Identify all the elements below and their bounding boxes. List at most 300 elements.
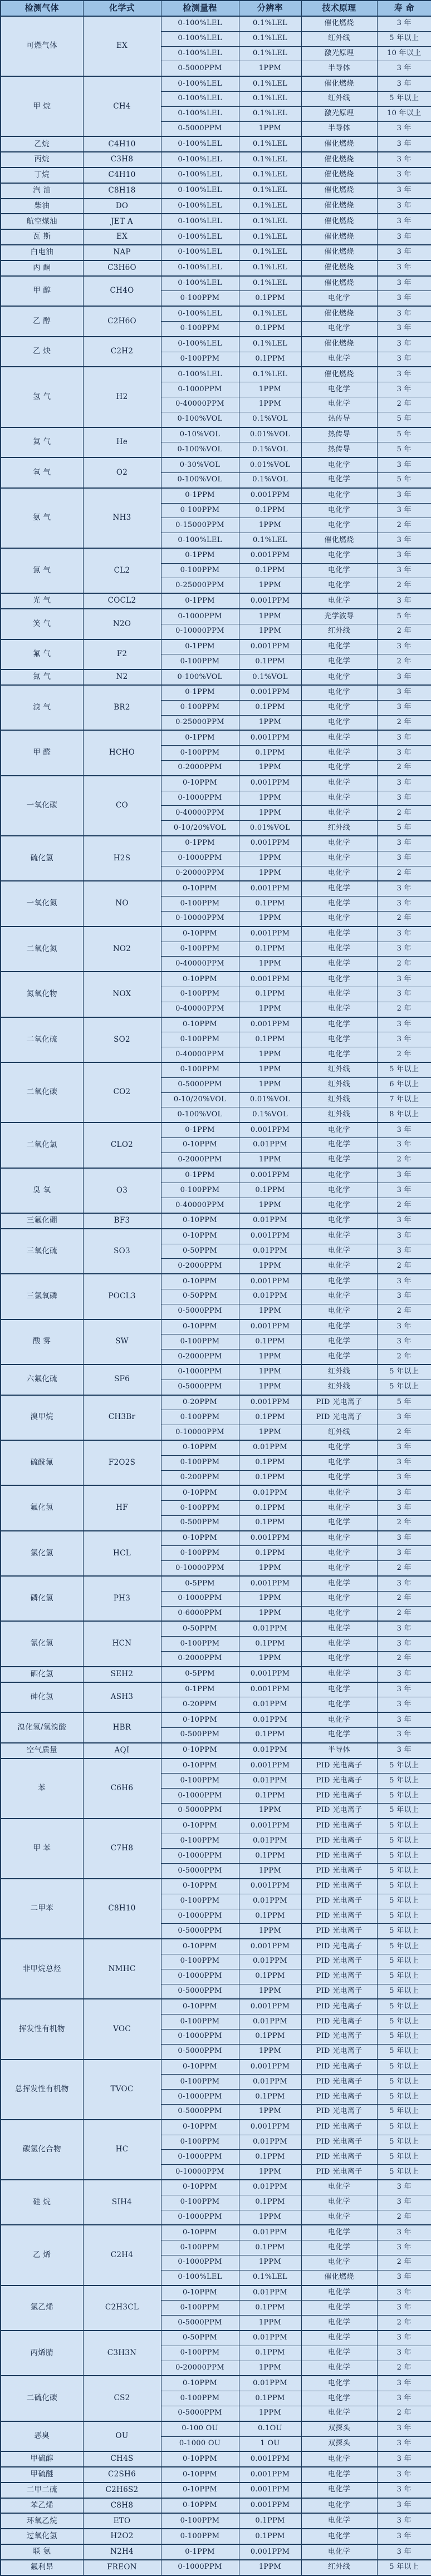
resolution-cell: 0.1PPM [239, 1334, 301, 1349]
range-cell: 0-10PPM [161, 1531, 239, 1546]
lifespan-cell: 3 年 [377, 457, 431, 472]
table-row [1, 1939, 431, 1954]
range-cell: 0-100PPM [161, 2240, 239, 2255]
lifespan-cell: 3 年 [377, 730, 431, 745]
principle-cell: 电化学 [301, 1047, 377, 1062]
resolution-cell: 0.1%LEL [239, 306, 301, 321]
table-row [1, 2180, 431, 2195]
lifespan-cell: 3 年 [377, 367, 431, 382]
lifespan-cell: 5 年以上 [377, 1365, 431, 1380]
gas-name-cell: 氧 气 [1, 457, 83, 488]
resolution-cell: 0.01%VOL [239, 1092, 301, 1107]
formula-cell: CO [83, 776, 161, 836]
principle-cell: 电化学 [301, 1561, 377, 1576]
principle-cell: 半导体 [301, 61, 377, 76]
resolution-cell: 0.001PPM [239, 593, 301, 609]
range-cell: 0-10PPM [161, 2180, 239, 2195]
table-row [1, 1759, 431, 1774]
table-row [1, 2120, 431, 2135]
resolution-cell: 1PPM [239, 518, 301, 533]
resolution-cell: 1PPM [239, 1591, 301, 1606]
gas-name-cell: 环氧乙烷 [1, 2513, 83, 2529]
lifespan-cell: 3 年 [377, 2513, 431, 2529]
range-cell: 0-100PPM [161, 2301, 239, 2316]
resolution-cell: 0.001PPM [239, 1274, 301, 1289]
principle-cell: PID 光电离子 [301, 2075, 377, 2090]
principle-cell: 电化学 [301, 1137, 377, 1152]
lifespan-cell: 3 年 [377, 685, 431, 700]
table-row [1, 1743, 431, 1759]
range-cell: 0-20PPM [161, 1395, 239, 1410]
resolution-cell: 1PPM [239, 61, 301, 76]
principle-cell: 电化学 [301, 1697, 377, 1712]
resolution-cell: 0.1%LEL [239, 245, 301, 260]
gas-name-cell: 氢 气 [1, 367, 83, 427]
lifespan-cell: 3 年 [377, 1697, 431, 1712]
principle-cell: 电化学 [301, 851, 377, 866]
resolution-cell: 0.1PPM [239, 942, 301, 957]
range-cell: 0-10000PPM [161, 2165, 239, 2180]
lifespan-cell: 5 年以上 [377, 1789, 431, 1804]
resolution-cell: 1PPM [239, 1924, 301, 1939]
resolution-cell: 1PPM [239, 2104, 301, 2119]
resolution-cell: 0.1%VOL [239, 669, 301, 685]
table-row [1, 199, 431, 214]
resolution-cell: 0.1%LEL [239, 2270, 301, 2285]
formula-cell: HBR [83, 1712, 161, 1743]
lifespan-cell: 3 年 [377, 548, 431, 563]
resolution-cell: 1PPM [239, 1304, 301, 1319]
principle-cell: 电化学 [301, 1349, 377, 1365]
gas-name-cell: 硫酰氟 [1, 1440, 83, 1485]
resolution-cell: 0.1PPM [239, 563, 301, 578]
principle-cell: PID 光电离子 [301, 2029, 377, 2044]
gas-name-cell: 溴化氢/氢溴酸 [1, 1712, 83, 1743]
resolution-cell: 0.01PPM [239, 2075, 301, 2090]
resolution-cell: 0.1%LEL [239, 31, 301, 46]
lifespan-cell: 2 年 [377, 957, 431, 972]
range-cell: 0-1PPM [161, 548, 239, 563]
gas-name-cell: 酸 雾 [1, 1319, 83, 1365]
range-cell: 0-15000PPM [161, 518, 239, 533]
lifespan-cell: 3 年 [377, 1621, 431, 1636]
lifespan-cell: 3 年 [377, 136, 431, 152]
principle-cell: 半导体 [301, 1743, 377, 1759]
lifespan-cell: 2 年 [377, 1002, 431, 1017]
principle-cell: 电化学 [301, 2467, 377, 2483]
table-row [1, 1213, 431, 1229]
range-cell: 0-10/20%VOL [161, 1092, 239, 1107]
resolution-cell: 0.01PPM [239, 1697, 301, 1712]
resolution-cell: 0.1PPM [239, 352, 301, 367]
formula-cell: NMHC [83, 1939, 161, 1999]
range-cell: 0-10PPM [161, 2483, 239, 2498]
principle-cell: 电化学 [301, 2316, 377, 2331]
resolution-cell: 0.01PPM [239, 1213, 301, 1229]
resolution-cell: 0.001PPM [239, 1229, 301, 1244]
formula-cell: CH4 [83, 76, 161, 136]
range-cell: 0-5000PPM [161, 1864, 239, 1879]
principle-cell: 红外线 [301, 1107, 377, 1122]
lifespan-cell: 3 年 [377, 61, 431, 76]
formula-cell: EX [83, 229, 161, 245]
table-row [1, 152, 431, 168]
resolution-cell: 0.1%LEL [239, 168, 301, 183]
resolution-cell: 0.1PPM [239, 1969, 301, 1984]
range-cell: 0-1000PPM [161, 2029, 239, 2044]
principle-cell: 电化学 [301, 1667, 377, 1682]
resolution-cell: 0.01PPM [239, 2180, 301, 2195]
lifespan-cell: 3 年 [377, 16, 431, 31]
principle-cell: PID 光电离子 [301, 1894, 377, 1909]
gas-name-cell: 柴油 [1, 199, 83, 214]
range-cell: 0-5PPM [161, 1576, 239, 1591]
formula-cell: C4H10 [83, 168, 161, 183]
gas-name-cell: 氯 气 [1, 548, 83, 593]
lifespan-cell: 3 年 [377, 1576, 431, 1591]
table-row [1, 457, 431, 472]
range-cell: 0-2000PPM [161, 1652, 239, 1667]
lifespan-cell: 2 年 [377, 912, 431, 927]
principle-cell: 电化学 [301, 1515, 377, 1530]
resolution-cell: 1PPM [239, 609, 301, 624]
lifespan-cell: 2 年 [377, 761, 431, 776]
table-row [1, 2331, 431, 2346]
table-row [1, 168, 431, 183]
lifespan-cell: 3 年 [377, 1470, 431, 1485]
resolution-cell: 0.01PPM [239, 1834, 301, 1849]
lifespan-cell: 3 年 [377, 1501, 431, 1516]
principle-cell: 电化学 [301, 2210, 377, 2225]
principle-cell: 电化学 [301, 1652, 377, 1667]
range-cell: 0-10PPM [161, 1485, 239, 1500]
lifespan-cell: 6 年以上 [377, 1077, 431, 1092]
resolution-cell: 0.1PPM [239, 1410, 301, 1425]
lifespan-cell: 5 年以上 [377, 1804, 431, 1819]
range-cell: 0-10PPM [161, 776, 239, 791]
range-cell: 0-1PPM [161, 1122, 239, 1137]
principle-cell: 电化学 [301, 1274, 377, 1289]
formula-cell: C3H8 [83, 152, 161, 168]
principle-cell: 电化学 [301, 1334, 377, 1349]
table-row [1, 2225, 431, 2240]
lifespan-cell: 3 年 [377, 1137, 431, 1152]
resolution-cell: 0.1PPM [239, 2195, 301, 2210]
resolution-cell: 0.01PPM [239, 2225, 301, 2240]
range-cell: 0-2000PPM [161, 1349, 239, 1365]
table-row [1, 1395, 431, 1410]
range-cell: 0-100PPM [161, 2391, 239, 2406]
resolution-cell: 0.1%LEL [239, 106, 301, 121]
range-cell: 0-1000PPM [161, 1789, 239, 1804]
gas-name-cell: 乙 烯 [1, 2225, 83, 2285]
principle-cell: 电化学 [301, 2301, 377, 2316]
principle-cell: 电化学 [301, 1606, 377, 1621]
resolution-cell: 0.001PPM [239, 776, 301, 791]
formula-cell: DO [83, 199, 161, 214]
range-cell: 0-10PPM [161, 972, 239, 987]
range-cell: 0-5000PPM [161, 121, 239, 136]
range-cell: 0-100PPM [161, 1410, 239, 1425]
resolution-cell: 0.001PPM [239, 1122, 301, 1137]
principle-cell: 电化学 [301, 791, 377, 806]
gas-name-cell: 硒化氢 [1, 1667, 83, 1682]
lifespan-cell: 3 年 [377, 76, 431, 91]
lifespan-cell: 5 年以上 [377, 2014, 431, 2030]
range-cell: 0-10PPM [161, 1759, 239, 1774]
principle-cell: 电化学 [301, 942, 377, 957]
lifespan-cell: 3 年 [377, 2498, 431, 2514]
gas-name-cell: 过氧化氢 [1, 2529, 83, 2544]
principle-cell: 电化学 [301, 1621, 377, 1636]
lifespan-cell: 5 年以上 [377, 1759, 431, 1774]
gas-name-cell: 二氧化硫 [1, 1017, 83, 1062]
principle-cell: 电化学 [301, 1152, 377, 1168]
range-cell: 0-5000PPM [161, 1304, 239, 1319]
lifespan-cell: 3 年 [377, 1017, 431, 1032]
table-row [1, 1365, 431, 1380]
resolution-cell: 0.1%VOL [239, 1107, 301, 1122]
range-cell: 0-100PPM [161, 942, 239, 957]
range-cell: 0-100PPM [161, 2346, 239, 2361]
resolution-cell: 0.01PPM [239, 1244, 301, 1259]
principle-cell: PID 光电离子 [301, 1819, 377, 1834]
principle-cell: 电化学 [301, 1017, 377, 1032]
range-cell: 0-10PPM [161, 1229, 239, 1244]
resolution-cell: 1PPM [239, 1198, 301, 1213]
formula-cell: CS2 [83, 2376, 161, 2421]
principle-cell: 电化学 [301, 1531, 377, 1546]
column-header-5: 技术原理 [301, 1, 377, 16]
resolution-cell: 0.001PPM [239, 548, 301, 563]
range-cell: 0-1000 OU [161, 2436, 239, 2451]
range-cell: 0-100PPM [161, 1455, 239, 1470]
principle-cell: 催化燃烧 [301, 168, 377, 183]
principle-cell: 电化学 [301, 1259, 377, 1274]
gas-name-cell: 非甲烷总烃 [1, 1939, 83, 1999]
lifespan-cell: 2 年 [377, 1591, 431, 1606]
table-row [1, 1485, 431, 1500]
resolution-cell: 1PPM [239, 866, 301, 881]
range-cell: 0-10/20%VOL [161, 821, 239, 836]
principle-cell: 电化学 [301, 897, 377, 912]
resolution-cell: 1PPM [239, 382, 301, 397]
lifespan-cell: 2 年 [377, 1652, 431, 1667]
range-cell: 0-50PPM [161, 2331, 239, 2346]
principle-cell: 电化学 [301, 927, 377, 942]
principle-cell: PID 光电离子 [301, 1984, 377, 1999]
principle-cell: 电化学 [301, 1440, 377, 1455]
lifespan-cell: 3 年 [377, 972, 431, 987]
principle-cell: 电化学 [301, 578, 377, 593]
gas-name-cell: 航空煤油 [1, 214, 83, 229]
principle-cell: 电化学 [301, 700, 377, 715]
range-cell: 0-5PPM [161, 1667, 239, 1682]
resolution-cell: 0.01PPM [239, 2286, 301, 2301]
range-cell: 0-100%LEL [161, 91, 239, 106]
principle-cell: PID 光电离子 [301, 1954, 377, 1969]
resolution-cell: 1PPM [239, 1349, 301, 1365]
resolution-cell: 0.1%LEL [239, 91, 301, 106]
range-cell: 0-10PPM [161, 1939, 239, 1954]
formula-cell: HCL [83, 1531, 161, 1576]
resolution-cell: 1PPM [239, 1804, 301, 1819]
lifespan-cell: 2 年 [377, 2361, 431, 2376]
range-cell: 0-50PPM [161, 1289, 239, 1304]
table-row [1, 306, 431, 321]
table-row [1, 76, 431, 91]
resolution-cell: 1PPM [239, 1606, 301, 1621]
resolution-cell: 0.01PPM [239, 2014, 301, 2030]
gas-name-cell: 氟利昂 [1, 2560, 83, 2575]
range-cell: 0-100%LEL [161, 533, 239, 548]
gas-name-cell: 白电油 [1, 245, 83, 260]
table-row [1, 548, 431, 563]
principle-cell: 电化学 [301, 2331, 377, 2346]
formula-cell: SF6 [83, 1365, 161, 1395]
range-cell: 0-10000PPM [161, 912, 239, 927]
table-row [1, 260, 431, 276]
lifespan-cell: 2 年 [377, 2210, 431, 2225]
principle-cell: 电化学 [301, 1485, 377, 1500]
lifespan-cell: 3 年 [377, 1168, 431, 1183]
range-cell: 0-30%VOL [161, 457, 239, 472]
lifespan-cell: 2 年 [377, 1152, 431, 1168]
resolution-cell: 0.1PPM [239, 1637, 301, 1652]
principle-cell: 电化学 [301, 654, 377, 669]
gas-name-cell: 氨 气 [1, 488, 83, 548]
gas-name-cell: 笑 气 [1, 609, 83, 639]
resolution-cell: 0.01PPM [239, 1894, 301, 1909]
resolution-cell: 0.001PPM [239, 1576, 301, 1591]
principle-cell: PID 光电离子 [301, 1879, 377, 1894]
table-row [1, 16, 431, 31]
range-cell: 0-100PPM [161, 987, 239, 1002]
principle-cell: 电化学 [301, 866, 377, 881]
formula-cell: He [83, 427, 161, 458]
lifespan-cell: 5 年以上 [377, 31, 431, 46]
principle-cell: PID 光电离子 [301, 2104, 377, 2119]
lifespan-cell: 5 年以上 [377, 1849, 431, 1864]
gas-name-cell: 氮 气 [1, 669, 83, 685]
lifespan-cell: 5 年以上 [377, 1939, 431, 1954]
table-row [1, 214, 431, 229]
resolution-cell: 1PPM [239, 397, 301, 412]
column-header-2: 化学式 [83, 1, 161, 16]
formula-cell: C2H6O [83, 306, 161, 337]
table-row [1, 1576, 431, 1591]
principle-cell: PID 光电离子 [301, 1395, 377, 1410]
range-cell: 0-100%LEL [161, 152, 239, 168]
principle-cell: 催化燃烧 [301, 276, 377, 291]
resolution-cell: 0.1%LEL [239, 533, 301, 548]
lifespan-cell: 3 年 [377, 2331, 431, 2346]
range-cell: 0-10PPM [161, 1819, 239, 1834]
formula-cell: AQI [83, 1743, 161, 1759]
principle-cell: 红外线 [301, 1092, 377, 1107]
lifespan-cell: 5 年以上 [377, 1380, 431, 1395]
lifespan-cell: 3 年 [377, 836, 431, 851]
resolution-cell: 1PPM [239, 2044, 301, 2059]
principle-cell: 电化学 [301, 593, 377, 609]
lifespan-cell: 5 年以上 [377, 1984, 431, 1999]
range-cell: 0-500PPM [161, 1728, 239, 1743]
resolution-cell: 0.1%LEL [239, 199, 301, 214]
formula-cell: NAP [83, 245, 161, 260]
principle-cell: 电化学 [301, 1470, 377, 1485]
lifespan-cell: 3 年 [377, 746, 431, 761]
range-cell: 0-5000PPM [161, 1804, 239, 1819]
lifespan-cell: 2 年 [377, 2255, 431, 2270]
lifespan-cell: 3 年 [377, 881, 431, 896]
resolution-cell: 0.01PPM [239, 2135, 301, 2150]
principle-cell: 电化学 [301, 2361, 377, 2376]
lifespan-cell: 3 年 [377, 987, 431, 1002]
lifespan-cell: 5 年以上 [377, 1954, 431, 1969]
table-row [1, 669, 431, 685]
principle-cell: PID 光电离子 [301, 1789, 377, 1804]
lifespan-cell: 3 年 [377, 1244, 431, 1259]
range-cell: 0-1PPM [161, 1682, 239, 1697]
lifespan-cell: 5 年以上 [377, 1774, 431, 1789]
gas-name-cell: 丙烷 [1, 152, 83, 168]
principle-cell: 电化学 [301, 2286, 377, 2301]
range-cell: 0-5000PPM [161, 2104, 239, 2119]
range-cell: 0-100PPM [161, 2014, 239, 2030]
principle-cell: 双探头 [301, 2436, 377, 2451]
principle-cell: PID 光电离子 [301, 1849, 377, 1864]
formula-cell: HCHO [83, 730, 161, 775]
table-row [1, 229, 431, 245]
formula-cell: N2O [83, 609, 161, 639]
principle-cell: 催化燃烧 [301, 337, 377, 352]
principle-cell: 红外线 [301, 1425, 377, 1440]
range-cell: 0-5000PPM [161, 1984, 239, 1999]
lifespan-cell: 2 年 [377, 1304, 431, 1319]
resolution-cell: 0.1%LEL [239, 260, 301, 276]
resolution-cell: 0.1PPM [239, 321, 301, 336]
resolution-cell: 1PPM [239, 912, 301, 927]
formula-cell: BR2 [83, 685, 161, 730]
lifespan-cell: 3 年 [377, 2270, 431, 2285]
resolution-cell: 1PPM [239, 1652, 301, 1667]
principle-cell: 电化学 [301, 563, 377, 578]
principle-cell: 电化学 [301, 1319, 377, 1334]
principle-cell: 电化学 [301, 2529, 377, 2544]
principle-cell: 电化学 [301, 881, 377, 896]
range-cell: 0-10PPM [161, 1440, 239, 1455]
range-cell: 0-40000PPM [161, 397, 239, 412]
resolution-cell: 0.01PPM [239, 1621, 301, 1636]
gas-name-cell: 一氧化碳 [1, 776, 83, 836]
resolution-cell: 0.001PPM [239, 927, 301, 942]
resolution-cell: 0.1PPM [239, 1183, 301, 1198]
range-cell: 0-500PPM [161, 1515, 239, 1530]
lifespan-cell: 3 年 [377, 183, 431, 199]
lifespan-cell: 5 年以上 [377, 1924, 431, 1939]
range-cell: 0-10PPM [161, 2451, 239, 2467]
principle-cell: 催化燃烧 [301, 152, 377, 168]
resolution-cell: 0.01PPM [239, 1954, 301, 1969]
resolution-cell: 0.001PPM [239, 2498, 301, 2514]
column-header-4: 分辨率 [239, 1, 301, 16]
table-row [1, 2544, 431, 2560]
resolution-cell: 0.1PPM [239, 1470, 301, 1485]
resolution-cell: 0.001PPM [239, 639, 301, 654]
lifespan-cell: 3 年 [377, 352, 431, 367]
gas-name-cell: 三氧化硫 [1, 1229, 83, 1274]
table-row [1, 1879, 431, 1894]
